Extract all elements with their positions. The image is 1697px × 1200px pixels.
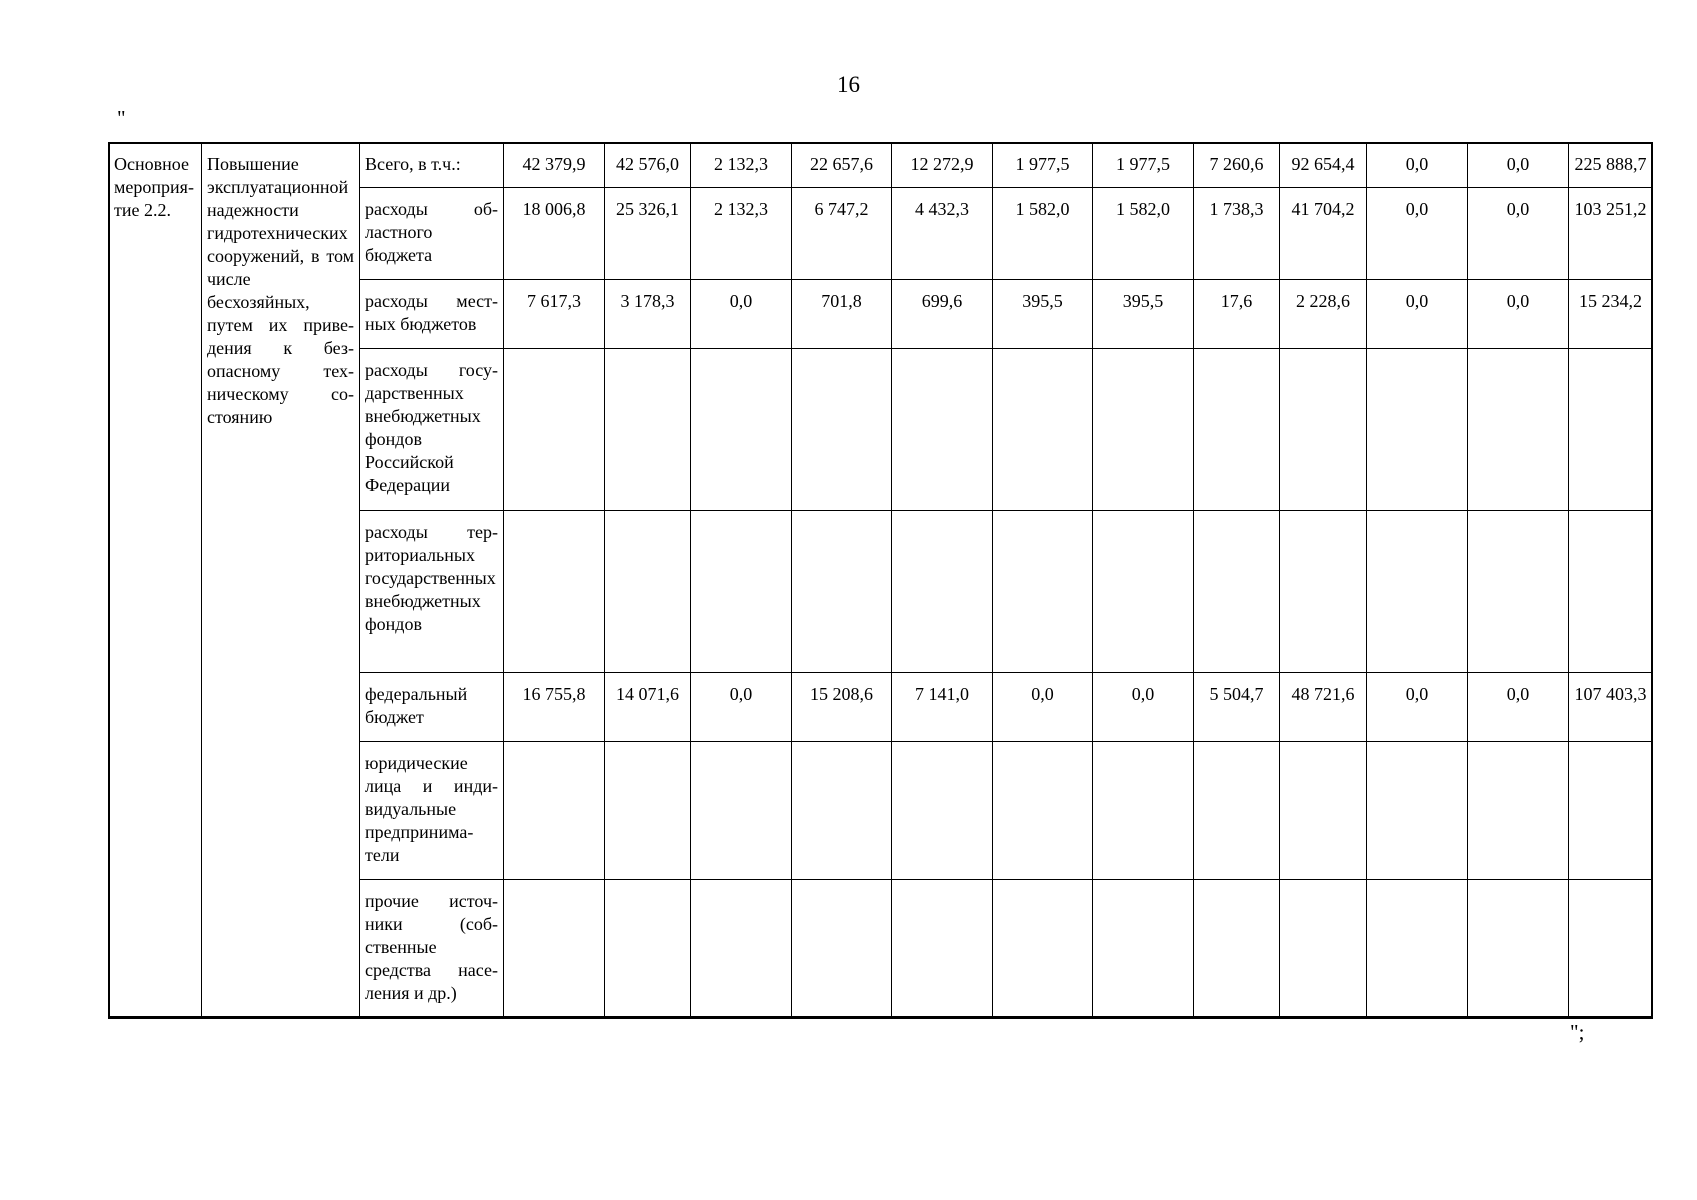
value-cell: [792, 742, 892, 880]
value-cell: 0,0: [691, 673, 792, 742]
value-cell: 0,0: [1468, 280, 1569, 349]
value-cell: [993, 742, 1093, 880]
value-cell: [1367, 880, 1468, 1019]
source-label-cell: федеральный бюджет: [360, 673, 504, 742]
value-cell: [1468, 349, 1569, 511]
source-label-cell: расходы государственных внебюджетных фондов Российской Федерации: [360, 349, 504, 511]
source-label-cell: Всего, в т.ч.:: [360, 143, 504, 188]
value-cell: [892, 349, 993, 511]
value-cell: 42 576,0: [605, 143, 691, 188]
value-cell: [1194, 880, 1280, 1019]
value-cell: 0,0: [1468, 673, 1569, 742]
value-cell: 0,0: [1367, 188, 1468, 280]
value-cell: 0,0: [691, 280, 792, 349]
value-cell: 42 379,9: [504, 143, 605, 188]
value-cell: 22 657,6: [792, 143, 892, 188]
value-cell: [1468, 880, 1569, 1019]
source-label-cell: расходы территориальных государственных внебюджетных фондов: [360, 511, 504, 673]
value-cell: 17,6: [1194, 280, 1280, 349]
value-cell: [1194, 742, 1280, 880]
value-cell: 92 654,4: [1280, 143, 1367, 188]
total-value-cell: [1569, 742, 1653, 880]
value-cell: 18 006,8: [504, 188, 605, 280]
total-value-cell: 103 251,2: [1569, 188, 1653, 280]
value-cell: [504, 880, 605, 1019]
budget-table: [108, 142, 1653, 1019]
value-cell: [1280, 880, 1367, 1019]
value-cell: 1 977,5: [1093, 143, 1194, 188]
value-cell: 25 326,1: [605, 188, 691, 280]
source-label-cell: прочие источники (собственные средства населения и др.): [360, 880, 504, 1019]
value-cell: 1 582,0: [1093, 188, 1194, 280]
value-cell: [892, 511, 993, 673]
value-cell: [792, 880, 892, 1019]
value-cell: [504, 511, 605, 673]
value-cell: [1367, 511, 1468, 673]
value-cell: 16 755,8: [504, 673, 605, 742]
value-cell: [792, 349, 892, 511]
total-value-cell: 225 888,7: [1569, 143, 1653, 188]
value-cell: [1093, 880, 1194, 1019]
value-cell: 0,0: [1367, 673, 1468, 742]
value-cell: [1468, 511, 1569, 673]
value-cell: 0,0: [1468, 188, 1569, 280]
value-cell: [605, 349, 691, 511]
value-cell: [993, 511, 1093, 673]
value-cell: [1280, 349, 1367, 511]
open-quote-mark: ": [117, 106, 126, 130]
value-cell: 699,6: [892, 280, 993, 349]
total-value-cell: [1569, 349, 1653, 511]
value-cell: 2 228,6: [1280, 280, 1367, 349]
value-cell: [892, 880, 993, 1019]
value-cell: 14 071,6: [605, 673, 691, 742]
value-cell: [691, 880, 792, 1019]
value-cell: [691, 349, 792, 511]
value-cell: 41 704,2: [1280, 188, 1367, 280]
value-cell: 6 747,2: [792, 188, 892, 280]
value-cell: [605, 742, 691, 880]
value-cell: 2 132,3: [691, 188, 792, 280]
value-cell: 48 721,6: [1280, 673, 1367, 742]
value-cell: [1367, 742, 1468, 880]
value-cell: 2 132,3: [691, 143, 792, 188]
value-cell: [1280, 742, 1367, 880]
total-value-cell: 107 403,3: [1569, 673, 1653, 742]
value-cell: 7 617,3: [504, 280, 605, 349]
value-cell: [1194, 511, 1280, 673]
value-cell: [1367, 349, 1468, 511]
total-value-cell: [1569, 880, 1653, 1019]
value-cell: 5 504,7: [1194, 673, 1280, 742]
table-row: [109, 143, 1653, 188]
value-cell: [691, 511, 792, 673]
measure-code-cell: Основное мероприятие 2.2.: [109, 143, 202, 1019]
value-cell: [993, 880, 1093, 1019]
source-label-cell: расходы областного бюджета: [360, 188, 504, 280]
value-cell: 395,5: [993, 280, 1093, 349]
value-cell: 7 141,0: [892, 673, 993, 742]
value-cell: 0,0: [1367, 143, 1468, 188]
close-quote-mark: ";: [1570, 1020, 1585, 1044]
value-cell: [691, 742, 792, 880]
measure-name-cell: Повышение эксплуатационной надежности гидротехнических сооружений, в том числе бесхозяйных, путем их приведения к безопасному техническому состоянию: [202, 143, 360, 1019]
value-cell: [605, 880, 691, 1019]
value-cell: 701,8: [792, 280, 892, 349]
total-value-cell: 15 234,2: [1569, 280, 1653, 349]
value-cell: [1468, 742, 1569, 880]
value-cell: 3 178,3: [605, 280, 691, 349]
value-cell: 1 582,0: [993, 188, 1093, 280]
source-label-cell: расходы местных бюджетов: [360, 280, 504, 349]
value-cell: 7 260,6: [1194, 143, 1280, 188]
value-cell: [1280, 511, 1367, 673]
value-cell: 0,0: [993, 673, 1093, 742]
source-label-cell: юридические лица и индивидуальные предприниматели: [360, 742, 504, 880]
value-cell: 1 738,3: [1194, 188, 1280, 280]
value-cell: 4 432,3: [892, 188, 993, 280]
value-cell: [993, 349, 1093, 511]
value-cell: 1 977,5: [993, 143, 1093, 188]
value-cell: 0,0: [1367, 280, 1468, 349]
value-cell: [504, 349, 605, 511]
value-cell: 12 272,9: [892, 143, 993, 188]
value-cell: [1093, 349, 1194, 511]
total-value-cell: [1569, 511, 1653, 673]
value-cell: 15 208,6: [792, 673, 892, 742]
page-number: 16: [837, 72, 860, 97]
value-cell: [605, 511, 691, 673]
value-cell: [1093, 511, 1194, 673]
value-cell: [504, 742, 605, 880]
value-cell: 395,5: [1093, 280, 1194, 349]
value-cell: 0,0: [1468, 143, 1569, 188]
value-cell: [792, 511, 892, 673]
value-cell: [1194, 349, 1280, 511]
value-cell: 0,0: [1093, 673, 1194, 742]
value-cell: [1093, 742, 1194, 880]
value-cell: [892, 742, 993, 880]
